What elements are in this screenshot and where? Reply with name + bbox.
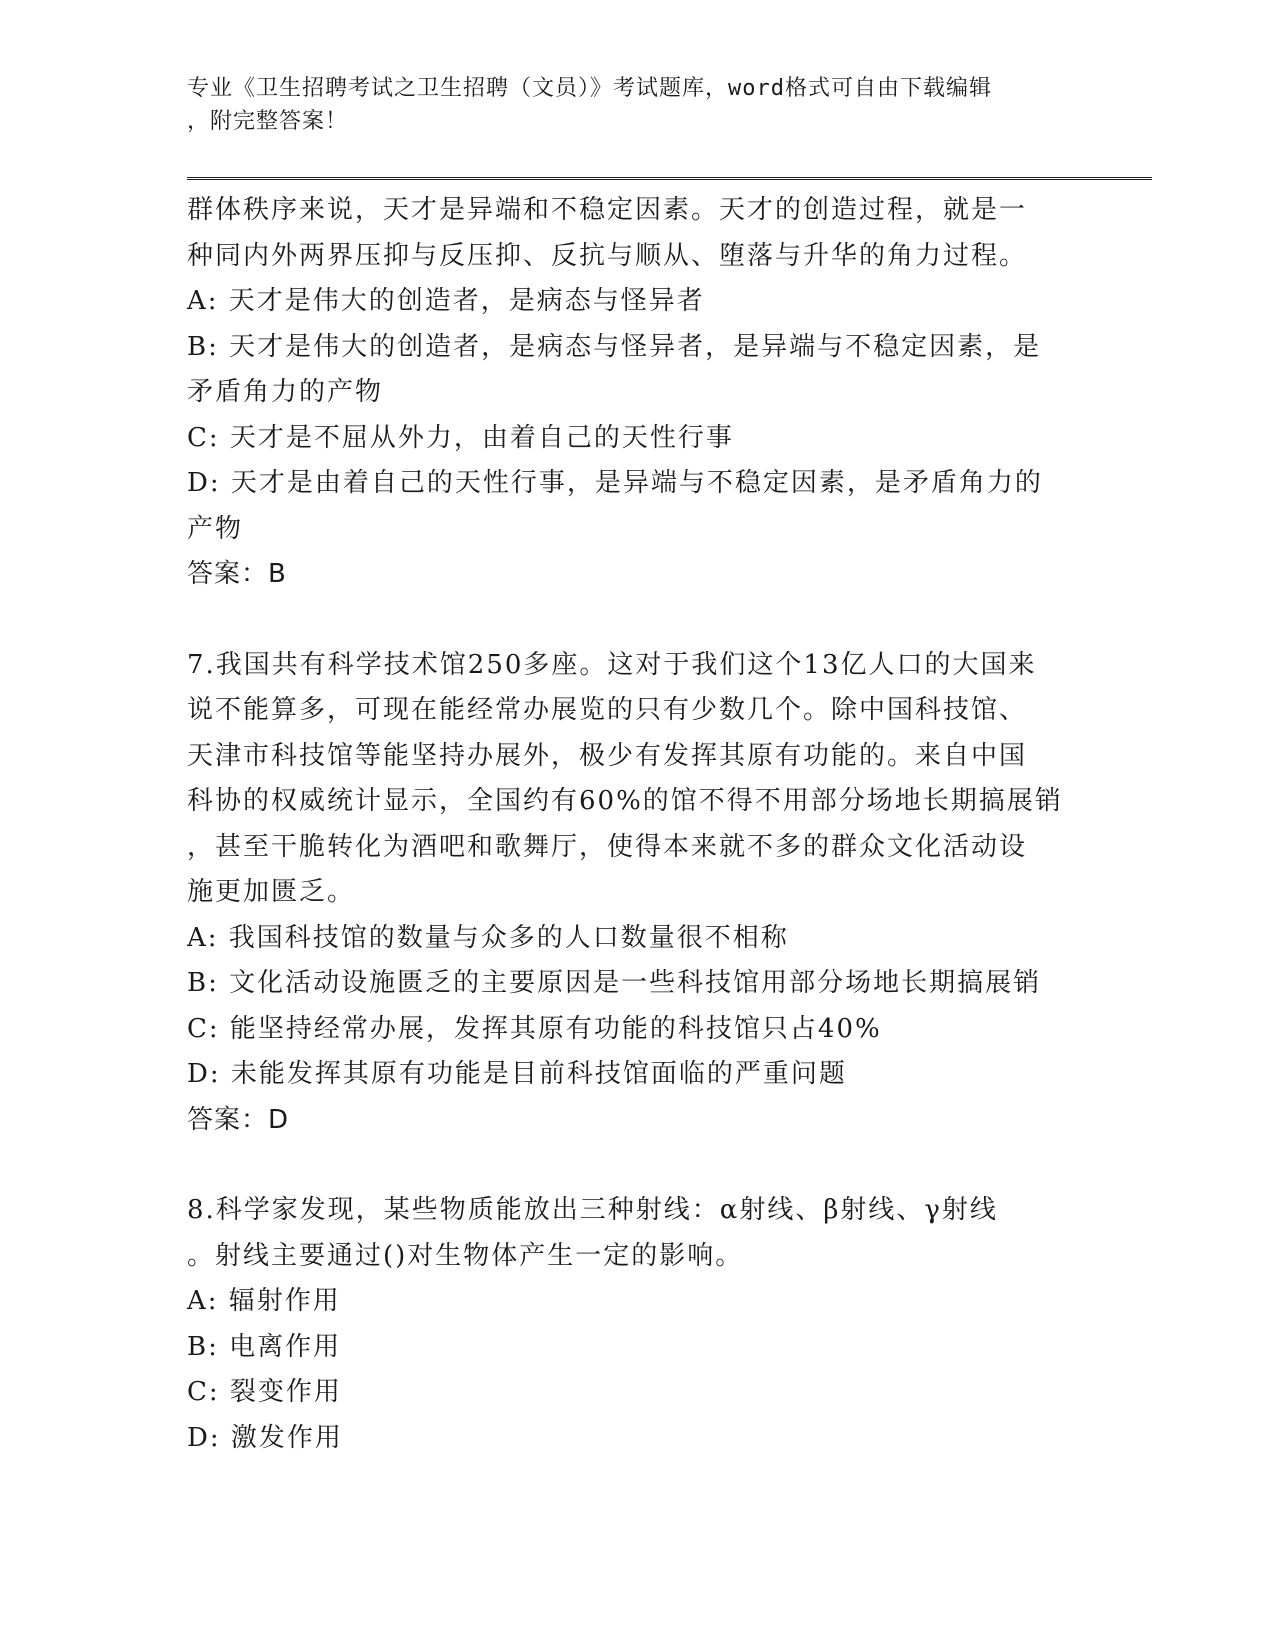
- spacer: [187, 598, 1087, 643]
- question-text-line: ，甚至干脆转化为酒吧和歌舞厅，使得本来就不多的群众文化活动设: [187, 831, 1028, 862]
- question-text-line: 天津市科技馆等能坚持办展外，极少有发挥其原有功能的。来自中国: [187, 740, 1028, 771]
- question-text-line: 。射线主要通过()对生物体产生一定的影响。: [187, 1240, 744, 1271]
- question-6: [187, 188, 1087, 598]
- question-text-line: 群体秩序来说，天才是异端和不稳定因素。天才的创造过程，就是一: [187, 195, 1028, 225]
- question-text-line: 7.我国共有科学技术馆250多座。这对于我们这个13亿人口的大国来: [187, 649, 1037, 680]
- option-c: C: 裂变作用: [187, 1377, 342, 1407]
- document-body: [187, 188, 1087, 1461]
- spacer: [187, 1143, 1087, 1188]
- header-line-2: ，附完整答案！: [187, 109, 349, 134]
- option-d: D: 未能发挥其原有功能是目前科技馆面临的严重问题: [187, 1059, 847, 1089]
- header-divider: [187, 177, 1152, 180]
- option-a: A: 我国科技馆的数量与众多的人口数量很不相称: [187, 922, 789, 953]
- question-7: [187, 643, 1087, 1144]
- question-text-line: 科协的权威统计显示，全国约有60%的馆不得不用部分场地长期搞展销: [187, 786, 1063, 816]
- option-b: B: 电离作用: [187, 1331, 342, 1362]
- option-b-continued: 矛盾角力的产物: [187, 377, 384, 407]
- answer-label: 答案：D: [187, 1104, 290, 1135]
- option-d: D: 激发作用: [187, 1422, 343, 1453]
- question-8: [187, 1188, 1087, 1461]
- option-c: C: 能坚持经常办展，发挥其原有功能的科技馆只占40%: [187, 1013, 882, 1044]
- header-line-1: 专业《卫生招聘考试之卫生招聘（文员）》考试题库，word格式可自由下载编辑: [187, 76, 992, 101]
- option-a: A: 辐射作用: [187, 1286, 341, 1316]
- option-d-continued: 产物: [187, 513, 244, 544]
- option-a: A: 天才是伟大的创造者，是病态与怪异者: [187, 286, 705, 316]
- answer-label: 答案：B: [187, 559, 287, 589]
- option-b: B: 天才是伟大的创造者，是病态与怪异者，是异端与不稳定因素，是: [187, 331, 1042, 362]
- question-text-line: 种同内外两界压抑与反压抑、反抗与顺从、堕落与升华的角力过程。: [187, 240, 1028, 271]
- option-c: C: 天才是不屈从外力，由着自己的天性行事: [187, 422, 734, 453]
- question-text-line: 8.科学家发现，某些物质能放出三种射线：α射线、β射线、γ射线: [187, 1195, 998, 1225]
- option-d: D: 天才是由着自己的天性行事，是异端与不稳定因素，是矛盾角力的: [187, 468, 1043, 498]
- question-text-line: 说不能算多，可现在能经常办展览的只有少数几个。除中国科技馆、: [187, 695, 1028, 725]
- option-b: B: 文化活动设施匮乏的主要原因是一些科技馆用部分场地长期搞展销: [187, 968, 1042, 998]
- page-header: [187, 72, 1087, 138]
- question-text-line: 施更加匮乏。: [187, 877, 356, 907]
